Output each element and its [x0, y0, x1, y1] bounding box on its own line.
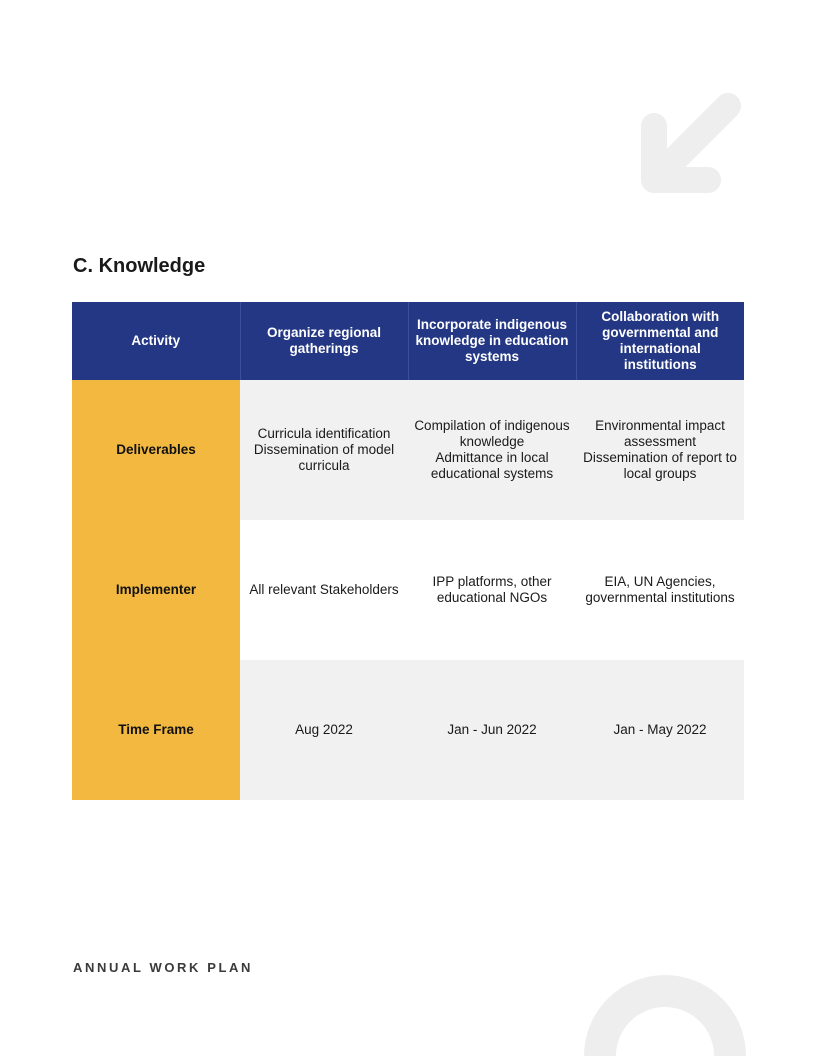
- cell-line: Dissemination of model curricula: [253, 442, 395, 473]
- table-cell: [240, 380, 408, 520]
- cell-line: Compilation of indigenous knowledge: [414, 418, 570, 449]
- header-activity-3: Collaboration with governmental and international institutions: [576, 302, 744, 380]
- table-header-row: [72, 302, 744, 380]
- cell-line: IPP platforms, other educational NGOs: [432, 574, 552, 605]
- header-activity-2: Incorporate indigenous knowledge in education systems: [408, 302, 576, 380]
- section-letter: C.: [73, 255, 93, 277]
- row-label-deliverables: Deliverables: [72, 380, 240, 520]
- table-cell: [408, 520, 576, 660]
- table-cell: [240, 660, 408, 800]
- table-cell: [576, 660, 744, 800]
- table-cell: [576, 520, 744, 660]
- work-plan-table: [72, 302, 744, 800]
- table-cell: [576, 380, 744, 520]
- row-label-time-frame: Time Frame: [72, 660, 240, 800]
- ring-shape-icon: [584, 975, 746, 1056]
- table-cell: [240, 520, 408, 660]
- footer-label: ANNUAL WORK PLAN: [73, 960, 254, 975]
- cell-line: All relevant Stakeholders: [249, 582, 399, 597]
- cell-line: Admittance in local educational systems: [430, 450, 554, 481]
- cell-line: EIA, UN Agencies, governmental institutions: [585, 574, 735, 605]
- table-row-implementer: [72, 520, 744, 660]
- section-title: [73, 254, 205, 278]
- cell-line: Environmental impact assessment: [595, 418, 725, 449]
- table-cell: [408, 380, 576, 520]
- table-row-deliverables: [72, 380, 744, 520]
- table-cell: [408, 660, 576, 800]
- cell-line: Aug 2022: [295, 722, 353, 737]
- cell-line: Curricula identification: [257, 426, 391, 441]
- header-activity: Activity: [72, 302, 240, 380]
- arrow-down-left-icon: [636, 88, 746, 198]
- section-name: Knowledge: [98, 255, 206, 277]
- cell-line: Jan - May 2022: [613, 722, 707, 737]
- cell-line: Dissemination of report to local groups: [583, 450, 737, 481]
- table-row-time-frame: [72, 660, 744, 800]
- cell-line: Jan - Jun 2022: [447, 722, 537, 737]
- row-label-implementer: Implementer: [72, 520, 240, 660]
- header-activity-1: Organize regional gatherings: [240, 302, 408, 380]
